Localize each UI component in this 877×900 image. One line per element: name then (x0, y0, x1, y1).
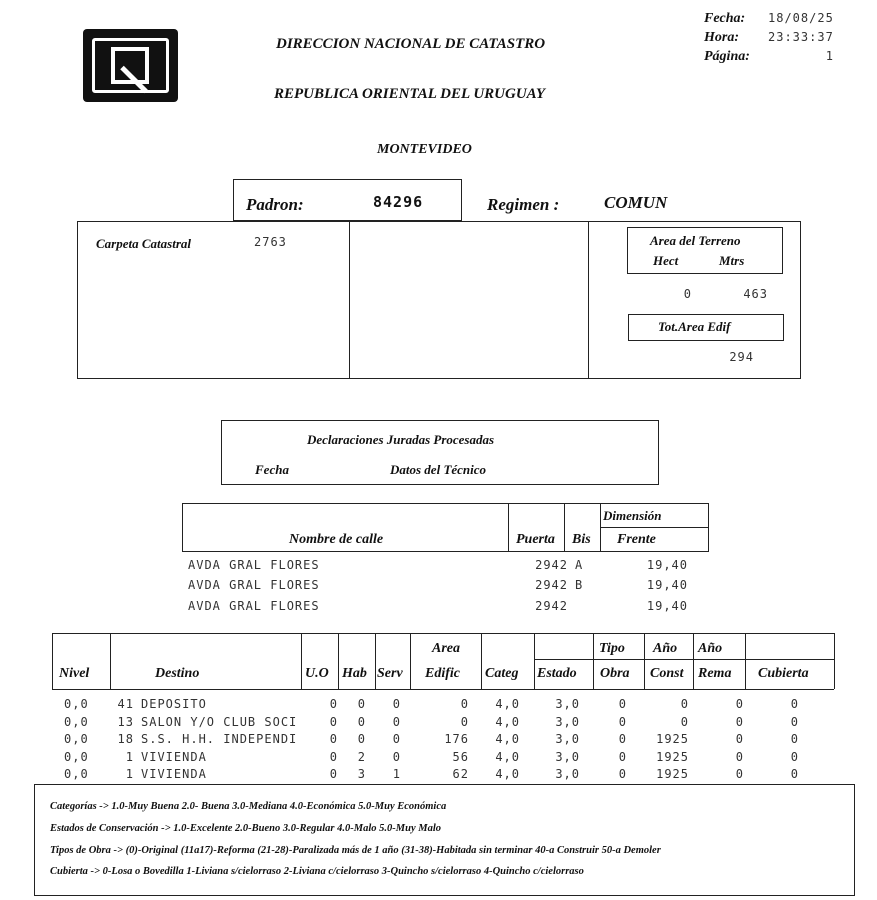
col-dimension: Dimensión (603, 508, 662, 523)
unit-cell-destino: SALON Y/O CLUB SOCI (141, 714, 298, 729)
units-sep-estado (534, 633, 535, 689)
calle-frente: 19,40 (646, 578, 688, 592)
unit-cell-estado: 3,0 (555, 767, 580, 781)
unit-cell-nivel: 0,0 (64, 767, 89, 781)
col-anio-bottom: Const (650, 666, 684, 681)
padron-value: 84296 (373, 193, 424, 211)
calle-bis: B (575, 578, 584, 592)
fecha-label: Fecha: (704, 11, 746, 26)
unit-cell-uo: 0 (329, 749, 338, 764)
col-rema-top: Año (698, 641, 723, 656)
pagina-label: Página: (704, 49, 750, 64)
legend-categorias: Categorías -> 1.0-Muy Buena 2.0- Buena 3.0-Mediana 4.0-Económica 5.0-Muy Económica (50, 801, 447, 812)
unit-cell-destino: DEPOSITO (141, 697, 207, 711)
unit-cell-cubierta: 0 (790, 714, 799, 729)
col-tipo-top: Tipo (599, 641, 625, 656)
area-terreno-label: Area del Terreno (650, 233, 741, 248)
header-line1: DIRECCION NACIONAL DE CATASTRO (276, 36, 546, 52)
mtrs-label: Mtrs (719, 253, 745, 268)
header-line2: REPUBLICA ORIENTAL DEL URUGUAY (274, 86, 546, 102)
col-hab: Hab (342, 666, 367, 681)
property-divider-1 (349, 221, 350, 379)
unit-cell-tipo: 0 (618, 697, 627, 711)
col-bis: Bis (572, 532, 591, 547)
unit-cell-cubierta: 0 (790, 732, 799, 746)
carpeta-label: Carpeta Catastral (96, 236, 191, 251)
calle-frente: 19,40 (646, 558, 688, 572)
pagina-value: 1 (825, 49, 834, 63)
catastro-logo (83, 29, 178, 102)
units-mid-line (534, 659, 834, 660)
area-edif-label: Tot.Area Edif (658, 319, 731, 334)
unit-cell-anio: 0 (680, 697, 689, 711)
units-sep-hab (338, 633, 339, 689)
calles-sep-bis (564, 503, 565, 552)
declaraciones-title: Declaraciones Juradas Procesadas (307, 432, 495, 447)
col-frente: Frente (617, 532, 656, 547)
unit-cell-uo: 0 (329, 732, 338, 746)
units-sep-destino (110, 633, 111, 689)
unit-cell-serv: 0 (392, 714, 401, 729)
unit-cell-area: 56 (452, 749, 469, 764)
unit-cell-tipo: 0 (618, 749, 627, 764)
calles-top-line (182, 503, 708, 504)
calle-puerta: 2942 (535, 599, 568, 613)
unit-cell-uo: 0 (329, 714, 338, 729)
unit-cell-categ: 4,0 (495, 749, 520, 764)
unit-cell-code: 1 (125, 767, 134, 781)
unit-cell-nivel: 0,0 (64, 714, 89, 729)
unit-cell-rema: 0 (735, 767, 744, 781)
unit-cell-estado: 3,0 (555, 714, 580, 729)
unit-cell-categ: 4,0 (495, 732, 520, 746)
unit-cell-cubierta: 0 (790, 697, 799, 711)
unit-cell-hab: 0 (357, 714, 366, 729)
units-sep-cubierta (745, 633, 746, 689)
unit-cell-hab: 2 (357, 749, 366, 764)
unit-cell-area: 176 (444, 732, 469, 746)
declaraciones-tecnico-label: Datos del Técnico (390, 462, 487, 477)
hora-label: Hora: (704, 30, 739, 45)
unit-cell-anio: 1925 (656, 767, 689, 781)
unit-cell-hab: 3 (357, 767, 366, 781)
unit-cell-anio: 0 (680, 714, 689, 729)
col-serv: Serv (377, 666, 403, 681)
unit-cell-estado: 3,0 (555, 749, 580, 764)
calles-left-line (182, 503, 183, 552)
units-bottom-line (52, 689, 834, 690)
legend-estados: Estados de Conservación -> 1.0-Excelente 2.0-Bueno 3.0-Regular 4.0-Malo 5.0-Muy Malo (50, 823, 441, 834)
hora-value: 23:33:37 (768, 30, 834, 44)
units-right (834, 633, 835, 689)
calle-nombre: AVDA GRAL FLORES (188, 578, 320, 592)
unit-cell-code: 18 (117, 732, 134, 746)
calle-puerta: 2942 (535, 578, 568, 592)
col-estado: Estado (537, 666, 577, 681)
calle-bis: A (575, 558, 584, 572)
unit-cell-estado: 3,0 (555, 697, 580, 711)
unit-cell-uo: 0 (329, 697, 338, 711)
regimen-value: COMUN (604, 193, 668, 212)
unit-cell-area: 0 (460, 714, 469, 729)
calles-right-line (708, 503, 709, 552)
padron-label: Padron: (246, 195, 304, 214)
calle-nombre: AVDA GRAL FLORES (188, 558, 320, 572)
units-sep-serv (375, 633, 376, 689)
col-anio-top: Año (653, 641, 678, 656)
unit-cell-code: 13 (117, 714, 134, 729)
col-rema-bottom: Rema (698, 666, 732, 681)
col-categ: Categ (485, 666, 519, 681)
unit-cell-nivel: 0,0 (64, 732, 89, 746)
unit-cell-rema: 0 (735, 732, 744, 746)
unit-cell-hab: 0 (357, 697, 366, 711)
unit-cell-categ: 4,0 (495, 697, 520, 711)
unit-cell-anio: 1925 (656, 732, 689, 746)
unit-cell-serv: 0 (392, 697, 401, 711)
calle-frente: 19,40 (646, 599, 688, 613)
unit-cell-categ: 4,0 (495, 714, 520, 729)
unit-cell-destino: VIVIENDA (141, 767, 207, 781)
unit-cell-code: 41 (117, 697, 134, 711)
unit-cell-area: 0 (460, 697, 469, 711)
units-sep-tipo (593, 633, 594, 689)
unit-cell-uo: 0 (329, 767, 338, 781)
col-puerta: Puerta (516, 532, 555, 547)
unit-cell-tipo: 0 (618, 732, 627, 746)
regimen-label: Regimen : (487, 195, 560, 214)
units-top-line (52, 633, 834, 634)
unit-cell-destino: VIVIENDA (141, 749, 207, 764)
col-nivel: Nivel (59, 666, 90, 681)
unit-cell-cubierta: 0 (790, 767, 799, 781)
unit-cell-anio: 1925 (656, 749, 689, 764)
hect-label: Hect (653, 253, 679, 268)
property-divider-2 (588, 221, 589, 379)
unit-cell-serv: 0 (392, 732, 401, 746)
logo-square (111, 47, 149, 84)
unit-cell-tipo: 0 (618, 767, 627, 781)
unit-cell-nivel: 0,0 (64, 697, 89, 711)
unit-cell-estado: 3,0 (555, 732, 580, 746)
unit-cell-nivel: 0,0 (64, 749, 89, 764)
unit-cell-rema: 0 (735, 697, 744, 711)
col-cubierta: Cubierta (758, 666, 809, 681)
units-sep-anio (644, 633, 645, 689)
col-uo: U.O (305, 666, 329, 681)
col-area-bottom: Edific (425, 666, 460, 681)
unit-cell-rema: 0 (735, 714, 744, 729)
unit-cell-rema: 0 (735, 749, 744, 764)
col-destino: Destino (155, 666, 200, 681)
col-nombre-calle: Nombre de calle (289, 532, 384, 547)
unit-cell-area: 62 (452, 767, 469, 781)
carpeta-value: 2763 (254, 235, 287, 249)
unit-cell-categ: 4,0 (495, 767, 520, 781)
col-tipo-bottom: Obra (600, 666, 630, 681)
calles-dim-line (600, 527, 708, 528)
mtrs-value: 463 (743, 287, 768, 301)
unit-cell-code: 1 (125, 749, 134, 764)
units-left (52, 633, 53, 689)
area-edif-value: 294 (729, 350, 754, 364)
unit-cell-cubierta: 0 (790, 749, 799, 764)
declaraciones-fecha-label: Fecha (255, 462, 289, 477)
unit-cell-serv: 1 (392, 767, 401, 781)
fecha-value: 18/08/25 (768, 11, 834, 25)
unit-cell-serv: 0 (392, 749, 401, 764)
department-title: MONTEVIDEO (377, 142, 472, 157)
units-sep-categ (481, 633, 482, 689)
col-area-top: Area (432, 641, 460, 656)
hect-value: 0 (683, 287, 692, 301)
units-sep-rema (693, 633, 694, 689)
units-sep-area (410, 633, 411, 689)
unit-cell-tipo: 0 (618, 714, 627, 729)
unit-cell-hab: 0 (357, 732, 366, 746)
unit-cell-destino: S.S. H.H. INDEPENDI (141, 732, 298, 746)
calles-bottom-line (182, 551, 708, 552)
calle-puerta: 2942 (535, 558, 568, 572)
legend-cubierta: Cubierta -> 0-Losa o Bovedilla 1-Liviana s/cielorraso 2-Liviana c/cielorraso 3-Quincho s/cielorraso 4-Quincho c/cielorraso (50, 866, 584, 877)
units-sep-uo (301, 633, 302, 689)
calle-nombre: AVDA GRAL FLORES (188, 599, 320, 613)
legend-tipos-obra: Tipos de Obra -> (0)-Original (11a17)-Reforma (21-28)-Paralizada más de 1 año (31-38)-Habitada sin terminar 40-a Construir 50-a Demoler (50, 845, 661, 856)
calles-sep-puerta (508, 503, 509, 552)
